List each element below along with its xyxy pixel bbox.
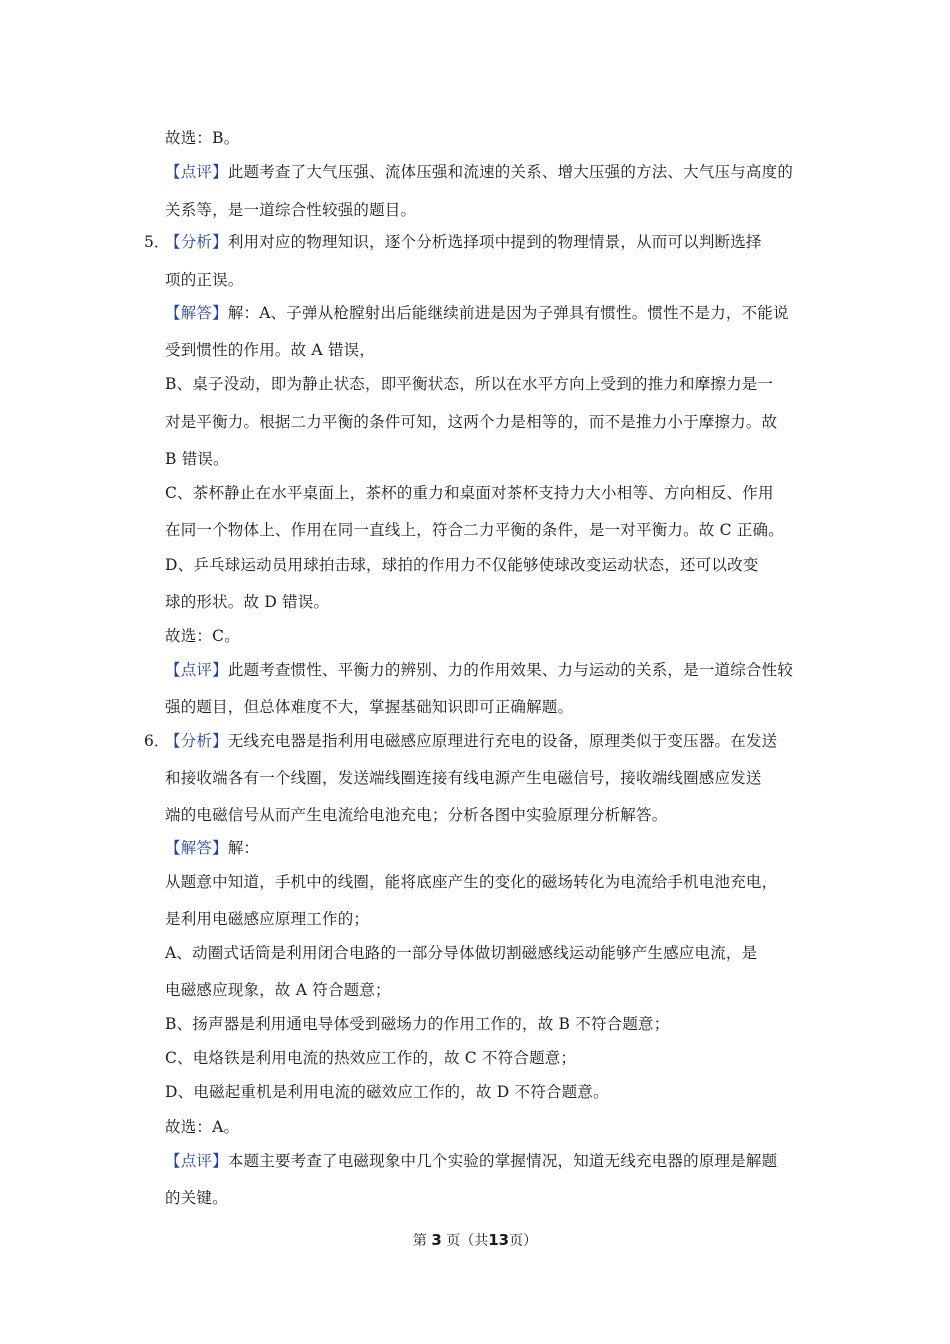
footer-total-pages: 13	[488, 1231, 510, 1249]
answer-tag: 【解答】	[165, 839, 228, 857]
q6-intro-line-1: 从题意中知道，手机中的线圈，能将底座产生的变化的磁场转化为电流给手机电池充电，	[165, 873, 778, 891]
q5-comment-line-1: 【点评】此题考查惯性、平衡力的辨别、力的作用效果、力与运动的关系，是一道综合性较	[165, 661, 794, 679]
comment-tag: 【点评】	[165, 1152, 228, 1170]
q5-answer-line-1: 【解答】解：A、子弹从枪膛射出后能继续前进是因为子弹具有惯性。惯性不是力，不能说	[165, 304, 789, 322]
q5-option-b-line-3: B 错误。	[165, 450, 229, 468]
analysis-tag: 【分析】	[165, 732, 228, 750]
comment-tag: 【点评】	[165, 163, 228, 181]
q5-analysis-line-2: 项的正误。	[165, 271, 244, 289]
q4-comment-line-1: 【点评】此题考查了大气压强、流体压强和流速的关系、增大压强的方法、大气压与高度的	[165, 163, 794, 181]
q6-conclusion: 故选：A。	[165, 1118, 240, 1136]
q6-option-b-line-1: B、扬声器是利用通电导体受到磁场力的作用工作的，故 B 不符合题意；	[165, 1015, 670, 1033]
q6-intro-line-2: 是利用电磁感应原理工作的；	[165, 910, 370, 928]
q6-option-c-line-1: C、电烙铁是利用电流的热效应工作的，故 C 不符合题意；	[165, 1049, 577, 1067]
q5-option-d-line-1: D、乒乓球运动员用球拍击球，球拍的作用力不仅能够使球改变运动状态，还可以改变	[165, 556, 759, 574]
q5-option-c-line-2: 在同一个物体上、作用在同一直线上，符合二力平衡的条件，是一对平衡力。故 C 正确。	[165, 521, 784, 539]
q5-option-b-line-1: B、桌子没动，即为静止状态，即平衡状态，所以在水平方向上受到的推力和摩擦力是一	[165, 375, 774, 393]
q5-option-b-line-2: 对是平衡力。根据二力平衡的条件可知，这两个力是相等的，而不是推力小于摩擦力。故	[165, 413, 778, 431]
q6-comment-line-2: 的关键。	[165, 1189, 228, 1207]
footer-prefix: 第	[412, 1233, 427, 1249]
q5-comment-line-2: 强的题目，但总体难度不大，掌握基础知识即可正确解题。	[165, 698, 574, 716]
q6-analysis-line-3: 端的电磁信号从而产生电流给电池充电；分析各图中实验原理分析解答。	[165, 806, 668, 824]
q5-number: 5．	[144, 233, 170, 251]
footer-page-number: 3	[431, 1231, 442, 1249]
q6-option-a-line-1: A、动圈式话筒是利用闭合电路的一部分导体做切割磁感线运动能够产生感应电流，是	[165, 944, 758, 962]
q6-comment-line-1: 【点评】本题主要考查了电磁现象中几个实验的掌握情况，知道无线充电器的原理是解题	[165, 1152, 778, 1170]
q6-option-a-line-2: 电磁感应现象，故 A 符合题意；	[165, 981, 391, 999]
answer-tag: 【解答】	[165, 304, 228, 322]
page-footer	[0, 1230, 950, 1251]
q6-analysis-line-1: 【分析】无线充电器是指利用电磁感应原理进行充电的设备，原理类似于变压器。在发送	[165, 732, 778, 750]
q4-conclusion: 故选：B。	[165, 129, 240, 147]
comment-tag: 【点评】	[165, 661, 228, 679]
q6-analysis-line-2: 和接收端各有一个线圈，发送端线圈连接有线电源产生电磁信号，接收端线圈感应发送	[165, 769, 762, 787]
q6-number: 6．	[144, 732, 170, 750]
q5-analysis-line-1: 【分析】利用对应的物理知识，逐个分析选择项中提到的物理情景，从而可以判断选择	[165, 233, 762, 251]
footer-suffix: 页）	[509, 1233, 538, 1249]
analysis-tag: 【分析】	[165, 233, 228, 251]
q5-option-d-line-2: 球的形状。故 D 错误。	[165, 593, 330, 611]
q6-answer-line-1: 【解答】解：	[165, 839, 260, 857]
footer-middle: 页（共	[446, 1233, 489, 1249]
q6-option-d-line-1: D、电磁起重机是利用电流的磁效应工作的，故 D 不符合题意。	[165, 1083, 609, 1101]
q5-answer-line-2: 受到惯性的作用。故 A 错误，	[165, 341, 376, 359]
q4-comment-line-2: 关系等，是一道综合性较强的题目。	[165, 201, 417, 219]
q5-conclusion: 故选：C。	[165, 627, 240, 645]
q5-option-c-line-1: C、茶杯静止在水平桌面上，茶杯的重力和桌面对茶杯支持力大小相等、方向相反、作用	[165, 484, 774, 502]
